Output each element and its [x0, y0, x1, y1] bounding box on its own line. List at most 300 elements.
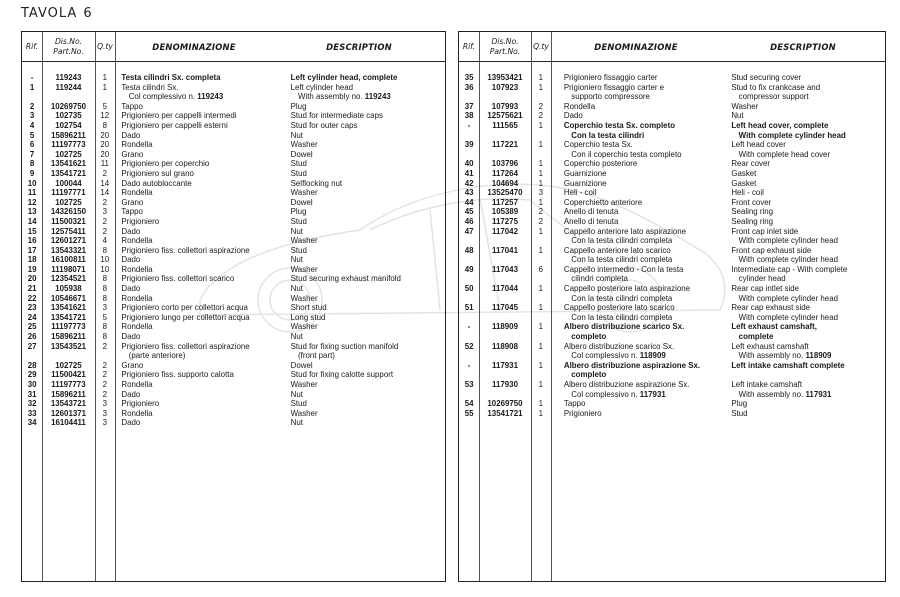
- part-number: 10546671: [50, 292, 87, 303]
- ref-number: 53: [464, 379, 474, 389]
- part-number: 10269750: [50, 100, 87, 111]
- ref-number: 17: [27, 244, 37, 255]
- quantity: 3: [102, 417, 107, 428]
- ref-number: 51: [464, 302, 474, 313]
- italian-name: Grano: [121, 148, 144, 159]
- english-description: Washer: [290, 263, 318, 274]
- table-row: [459, 322, 882, 341]
- table-header: [459, 32, 885, 62]
- table-body: [459, 73, 885, 418]
- italian-name: Dado: [121, 388, 141, 399]
- english-description: Plug: [290, 100, 307, 111]
- header-qty: Q.ty: [533, 41, 549, 51]
- quantity: 2: [538, 215, 544, 226]
- part-number: 11197773: [51, 321, 86, 332]
- quantity: 11: [100, 158, 109, 169]
- quantity: 1: [538, 379, 544, 389]
- quantity: 5: [102, 311, 107, 322]
- part-number: 111565: [492, 119, 518, 130]
- ref-number: 20: [27, 273, 37, 284]
- quantity: 2: [102, 167, 107, 178]
- italian-name: Rondella: [121, 139, 153, 150]
- italian-name: Cappello posteriore lato aspirazione: [563, 283, 691, 294]
- ref-number: 50: [464, 283, 474, 294]
- part-number: 117043: [492, 263, 518, 274]
- english-description: Left head cover, complete: [731, 119, 829, 130]
- english-description: Dowel: [290, 148, 313, 159]
- english-description: Nut: [290, 129, 303, 140]
- italian-name: Rondella: [121, 235, 153, 246]
- quantity: 2: [102, 196, 107, 207]
- parts-table-left: [21, 31, 446, 582]
- ref-number: 21: [27, 283, 37, 294]
- italian-name: Testa cilindri Sx. completa: [121, 72, 221, 82]
- english-description: Selflocking nut: [290, 177, 343, 188]
- ref-number: 54: [464, 398, 474, 409]
- header-description: DESCRIPTION: [326, 41, 392, 52]
- english-description: Left exhaust camshaft: [731, 340, 809, 351]
- italian-name-continued-text: Con la testa cilindri completa: [571, 254, 673, 265]
- ref-number: 9: [29, 167, 35, 178]
- header-dis-no-label: Dis.No.: [54, 36, 83, 46]
- ref-number: 48: [464, 244, 474, 255]
- italian-name: Rondella: [121, 292, 153, 303]
- part-number: 117042: [492, 225, 518, 236]
- ref-number: 15: [27, 225, 37, 236]
- quantity: 1: [102, 81, 107, 92]
- table-row: [22, 188, 442, 198]
- italian-name: Prigioniero per coperchio: [121, 158, 210, 169]
- part-number: 102754: [55, 119, 82, 130]
- table-row: [459, 284, 882, 303]
- quantity: 2: [102, 225, 107, 236]
- part-number: 119244: [55, 81, 82, 92]
- italian-name: Cappello anteriore lato scarico: [563, 244, 671, 255]
- quantity: 1: [538, 158, 544, 169]
- table-row: [459, 83, 882, 102]
- ref-number: 42: [464, 177, 474, 188]
- quantity: 5: [102, 100, 107, 111]
- ref-number: 28: [27, 359, 37, 370]
- parts-table-right: [458, 31, 886, 582]
- english-description: Gasket: [731, 177, 757, 188]
- italian-name: Prigioniero per cappelli intermedi: [121, 110, 237, 121]
- italian-name-continued-text: cilindri completa: [571, 273, 628, 284]
- header-description: DESCRIPTION: [770, 41, 836, 52]
- part-number: 107923: [491, 81, 519, 92]
- part-number: 102725: [55, 148, 82, 159]
- english-description: Left intake camshaft: [731, 379, 803, 389]
- part-number: 12575621: [487, 110, 523, 121]
- italian-name: Prigioniero per cappelli esterni: [121, 119, 228, 130]
- table-row: [22, 274, 442, 284]
- quantity: 1: [538, 139, 544, 150]
- italian-name: Guarnizione: [563, 167, 607, 178]
- ref-number: 13: [27, 206, 37, 217]
- italian-name: Dado autobloccante: [121, 177, 192, 188]
- header-part-no-label: Part.No.: [489, 46, 521, 56]
- italian-name-continued-text: Col complessivo n.: [571, 388, 640, 399]
- part-number: 10269750: [487, 398, 523, 409]
- part-number: 117275: [492, 215, 518, 226]
- italian-name: Grano: [121, 196, 144, 207]
- part-number: 117264: [492, 167, 518, 178]
- part-number: 11197771: [51, 187, 86, 198]
- italian-name: Albero distribuzione aspirazione Sx.: [563, 379, 690, 389]
- english-description-continued-assembly-number: 119243: [364, 91, 391, 102]
- italian-name: Prigioniero lungo per collettori acqua: [121, 311, 250, 322]
- table-row: [22, 169, 442, 179]
- english-description: Washer: [731, 100, 759, 111]
- ref-number: 39: [464, 139, 474, 150]
- italian-name: Rondella: [563, 100, 596, 111]
- part-number: 117041: [492, 244, 518, 255]
- part-number: 117257: [492, 196, 518, 207]
- english-description-continued-text: With assembly no.: [738, 350, 806, 361]
- table-row: [459, 342, 882, 361]
- italian-name: Prigioniero fiss. collettori scarico: [121, 273, 235, 284]
- italian-name: Anello di tenuta: [563, 206, 619, 217]
- table-row: [22, 73, 442, 83]
- quantity: 1: [538, 359, 544, 370]
- italian-name: Tappo: [121, 206, 143, 217]
- ref-number: 40: [464, 158, 474, 169]
- ref-number: 30: [27, 379, 37, 389]
- ref-number: 5: [29, 129, 35, 140]
- italian-name-continued-assembly-number: 119243: [197, 91, 224, 102]
- italian-name: Rondella: [121, 187, 153, 198]
- table-header: [22, 32, 445, 62]
- quantity: 8: [102, 244, 107, 255]
- ref-number: 6: [29, 139, 35, 150]
- quantity: 2: [102, 359, 107, 370]
- english-description-continued-text: compressor support: [738, 91, 809, 102]
- table-row: [459, 102, 882, 112]
- table-row: [22, 111, 442, 121]
- part-number: 103796: [491, 158, 519, 169]
- part-number: 119243: [55, 72, 82, 82]
- english-description: Left intake camshaft complete: [731, 359, 845, 370]
- ref-number: 47: [464, 225, 474, 236]
- table-row: [459, 188, 882, 198]
- english-description: Front cap inlet side: [731, 225, 799, 236]
- quantity: 3: [102, 206, 107, 217]
- part-number: 118908: [492, 340, 518, 351]
- italian-name-continued-text: completo: [571, 331, 607, 342]
- italian-name-continued-text: (parte anteriore): [128, 350, 186, 361]
- english-description: Stud securing cover: [731, 72, 802, 82]
- quantity: 1: [538, 72, 544, 82]
- quantity: 2: [102, 379, 107, 389]
- english-description: Intermediate cap - With complete: [731, 263, 848, 274]
- ref-number: 12: [27, 196, 37, 207]
- part-number: 104694: [491, 177, 519, 188]
- italian-name: Dado: [121, 417, 141, 428]
- english-description: Washer: [290, 235, 318, 246]
- english-description-continued-text: With complete cylinder head: [738, 129, 846, 140]
- ref-number: 31: [27, 388, 37, 399]
- part-number: 11500421: [51, 369, 86, 380]
- ref-number: 55: [464, 407, 474, 418]
- ref-number: 7: [29, 148, 35, 159]
- part-number: 102725: [55, 196, 82, 207]
- english-description: Stud for fixing calotte support: [290, 369, 394, 380]
- italian-name: Dado: [121, 331, 141, 342]
- part-number: 118909: [492, 321, 518, 332]
- title-word: TAVOLA: [21, 6, 78, 21]
- quantity: 1: [102, 72, 107, 82]
- table-row: [22, 140, 442, 150]
- quantity: 1: [538, 407, 544, 418]
- quantity: 14: [100, 177, 110, 188]
- part-number: 11197773: [51, 139, 86, 150]
- part-number: 15896211: [51, 331, 86, 342]
- ref-number: 49: [464, 263, 474, 274]
- italian-name-continued-assembly-number: 117931: [639, 388, 666, 399]
- italian-name-continued-text: completo: [571, 369, 607, 380]
- table-row: [459, 246, 882, 265]
- english-description-continued-text: With complete cylinder head: [738, 254, 838, 265]
- italian-name-continued-assembly-number: 118909: [639, 350, 666, 361]
- english-description-continued-text: With complete cylinder head: [738, 311, 838, 322]
- quantity: 1: [538, 177, 544, 188]
- part-number: 107993: [491, 100, 519, 111]
- english-description: Nut: [290, 283, 303, 294]
- italian-name: Prigioniero: [563, 407, 602, 418]
- part-number: 12354521: [50, 273, 87, 284]
- english-description: Washer: [290, 321, 318, 332]
- header-denominazione: DENOMINAZIONE: [152, 41, 236, 52]
- italian-name-continued-text: Con la testa cilindri: [571, 129, 645, 140]
- part-number: 13543321: [50, 244, 87, 255]
- english-description: Long stud: [290, 311, 326, 322]
- quantity: 3: [102, 302, 107, 313]
- italian-name: Guarnizione: [563, 177, 607, 188]
- italian-name: Prigioniero sul grano: [121, 167, 194, 178]
- ref-number: 8: [29, 158, 35, 169]
- ref-number: 18: [27, 254, 37, 265]
- quantity: 3: [538, 187, 544, 198]
- italian-name: Albero distribuzione scarico Sx.: [563, 340, 675, 351]
- english-description: Stud: [290, 398, 307, 409]
- header-rif: Rif.: [462, 41, 476, 51]
- ref-number: 41: [464, 167, 474, 178]
- quantity: 1: [538, 244, 544, 255]
- english-description: Nut: [290, 254, 303, 265]
- quantity: 3: [102, 407, 107, 418]
- ref-number: 34: [27, 417, 37, 428]
- english-description: Stud: [290, 158, 307, 169]
- header-part-no-label: Part.No.: [53, 46, 84, 56]
- table-row: [459, 159, 882, 169]
- italian-name: Rondella: [121, 263, 153, 274]
- quantity: 3: [102, 398, 107, 409]
- english-description: Nut: [731, 110, 744, 121]
- ref-number: 33: [27, 407, 37, 418]
- ref-number: 16: [27, 235, 37, 246]
- table-row: [459, 140, 882, 159]
- italian-name-continued-text: Con la testa cilindri completa: [571, 292, 673, 303]
- ref-number: 37: [464, 100, 474, 111]
- english-description: Stud for intermediate caps: [290, 110, 383, 121]
- italian-name: Cappello anteriore lato aspirazione: [563, 225, 687, 236]
- quantity: 12: [100, 110, 110, 121]
- quantity: 10: [100, 263, 110, 274]
- italian-name: Rondella: [121, 379, 153, 389]
- italian-name: Prigioniero fissaggio carter e: [563, 81, 665, 92]
- italian-name: Dado: [121, 254, 141, 265]
- english-description: Plug: [290, 206, 307, 217]
- english-description: Washer: [290, 292, 318, 303]
- part-number: 13543521: [50, 340, 87, 351]
- english-description: Stud for outer caps: [290, 119, 358, 130]
- english-description: Nut: [290, 388, 303, 399]
- ref-number: -: [467, 359, 471, 370]
- part-number: 14326150: [50, 206, 87, 217]
- english-description-continued-text: With complete cylinder head: [738, 235, 838, 246]
- italian-name: Heli - coil: [563, 187, 597, 198]
- table-row: [459, 227, 882, 246]
- quantity: 4: [102, 235, 107, 246]
- english-description: Nut: [290, 225, 303, 236]
- ref-number: 38: [464, 110, 474, 121]
- quantity: 8: [102, 292, 107, 303]
- italian-name: Dado: [563, 110, 583, 121]
- title-number: 6: [83, 6, 93, 21]
- italian-name: Prigioniero fiss. supporto calotta: [121, 369, 234, 380]
- italian-name-continued-text: supporto compressore: [571, 91, 650, 102]
- part-number: 13953421: [487, 72, 523, 82]
- italian-name-continued-text: Con la testa cilindri completa: [571, 311, 673, 322]
- english-description: Washer: [290, 139, 318, 150]
- part-number: 12601371: [50, 407, 87, 418]
- english-description: Rear cap exhaust side: [731, 302, 810, 313]
- quantity: 8: [102, 283, 107, 294]
- part-number: 117931: [492, 359, 518, 370]
- part-number: 11500321: [51, 215, 86, 226]
- english-description: Washer: [290, 379, 318, 389]
- table-row: [459, 380, 882, 399]
- english-description-continued-text: (front part): [298, 350, 335, 361]
- quantity: 20: [100, 148, 110, 159]
- english-description-continued-text: With complete head cover: [738, 148, 831, 159]
- part-number: 13525470: [487, 187, 523, 198]
- english-description-continued-text: complete: [738, 331, 774, 342]
- part-number: 11198071: [51, 263, 86, 274]
- italian-name-continued-text: Col complessivo n.: [571, 350, 640, 361]
- english-description: Left head cover: [731, 139, 786, 150]
- italian-name: Dado: [121, 283, 141, 294]
- english-description: Left cylinder head: [290, 81, 354, 92]
- table-row: [459, 399, 882, 409]
- quantity: 10: [100, 254, 110, 265]
- ref-number: 29: [27, 369, 37, 380]
- quantity: 6: [538, 263, 544, 274]
- quantity: 8: [102, 273, 107, 284]
- header-rif: Rif.: [25, 41, 39, 51]
- ref-number: -: [30, 72, 34, 82]
- english-description: Dowel: [290, 196, 313, 207]
- italian-name-continued-text: Con la testa cilindri completa: [571, 235, 673, 246]
- italian-name: Dado: [121, 225, 141, 236]
- part-number: 117045: [492, 302, 518, 313]
- english-description: Stud: [290, 167, 307, 178]
- part-number: 100044: [55, 177, 82, 188]
- italian-name: Prigioniero fiss. collettori aspirazione: [121, 340, 250, 351]
- english-description: Stud for fixing suction manifold: [290, 340, 399, 351]
- part-number: 117930: [492, 379, 518, 389]
- part-number: 12601271: [50, 235, 87, 246]
- english-description: Rear cover: [731, 158, 770, 169]
- part-number: 13541721: [50, 167, 87, 178]
- ref-number: 32: [27, 398, 37, 409]
- table-row: [22, 342, 442, 361]
- page-title: [21, 6, 93, 21]
- part-number: 117221: [492, 139, 518, 150]
- part-number: 13541621: [50, 302, 87, 313]
- italian-name: Dado: [121, 129, 141, 140]
- quantity: 2: [102, 388, 107, 399]
- english-description: Sealing ring: [731, 206, 774, 217]
- part-number: 105938: [55, 283, 82, 294]
- header-dis-no-label: Dis.No.: [491, 36, 519, 46]
- part-number: 13541721: [487, 407, 523, 418]
- italian-name: Albero distribuzione aspirazione Sx.: [563, 359, 701, 370]
- part-number: 13543721: [50, 398, 87, 409]
- english-description: Stud to fix crankcase and: [731, 81, 821, 92]
- italian-name: Coperchio testa Sx. completo: [563, 119, 676, 130]
- ref-number: 26: [27, 331, 37, 342]
- table-row: [459, 169, 882, 179]
- ref-number: 22: [27, 292, 37, 303]
- ref-number: 14: [27, 215, 37, 226]
- italian-name: Rondella: [121, 407, 153, 418]
- ref-number: 44: [464, 196, 474, 207]
- part-number: 13541721: [50, 311, 87, 322]
- ref-number: 36: [464, 81, 474, 92]
- quantity: 1: [538, 321, 544, 332]
- table-row: [22, 418, 442, 428]
- quantity: 1: [538, 340, 544, 351]
- part-number: 16104411: [51, 417, 86, 428]
- italian-name-continued-text: Col complessivo n.: [128, 91, 198, 102]
- quantity: 8: [102, 119, 107, 130]
- english-description: Left exhaust camshaft,: [731, 321, 818, 332]
- quantity: 1: [538, 81, 544, 92]
- table-body: [22, 73, 445, 428]
- part-number: 16100811: [51, 254, 86, 265]
- ref-number: 11: [27, 187, 37, 198]
- italian-name: Albero distribuzione scarico Sx.: [563, 321, 685, 332]
- english-description: Stud securing exhaust manifold: [290, 273, 401, 284]
- english-description-continued-text: cylinder head: [738, 273, 786, 284]
- english-description-continued-assembly-number: 118909: [805, 350, 832, 361]
- italian-name: Testa cilindri Sx.: [121, 81, 179, 92]
- quantity: 20: [100, 129, 110, 140]
- italian-name: Cappello posteriore lato scarico: [563, 302, 675, 313]
- italian-name: Prigioniero: [121, 215, 160, 226]
- english-description: Short stud: [290, 302, 327, 313]
- english-description: Stud: [731, 407, 748, 418]
- header-qty: Q.ty: [97, 41, 113, 51]
- ref-number: 1: [29, 81, 35, 92]
- english-description: Stud: [290, 244, 307, 255]
- part-number: 117044: [492, 283, 518, 294]
- table-row: [459, 409, 882, 419]
- english-description: Stud: [290, 215, 307, 226]
- italian-name: Tappo: [121, 100, 143, 111]
- quantity: 14: [100, 187, 110, 198]
